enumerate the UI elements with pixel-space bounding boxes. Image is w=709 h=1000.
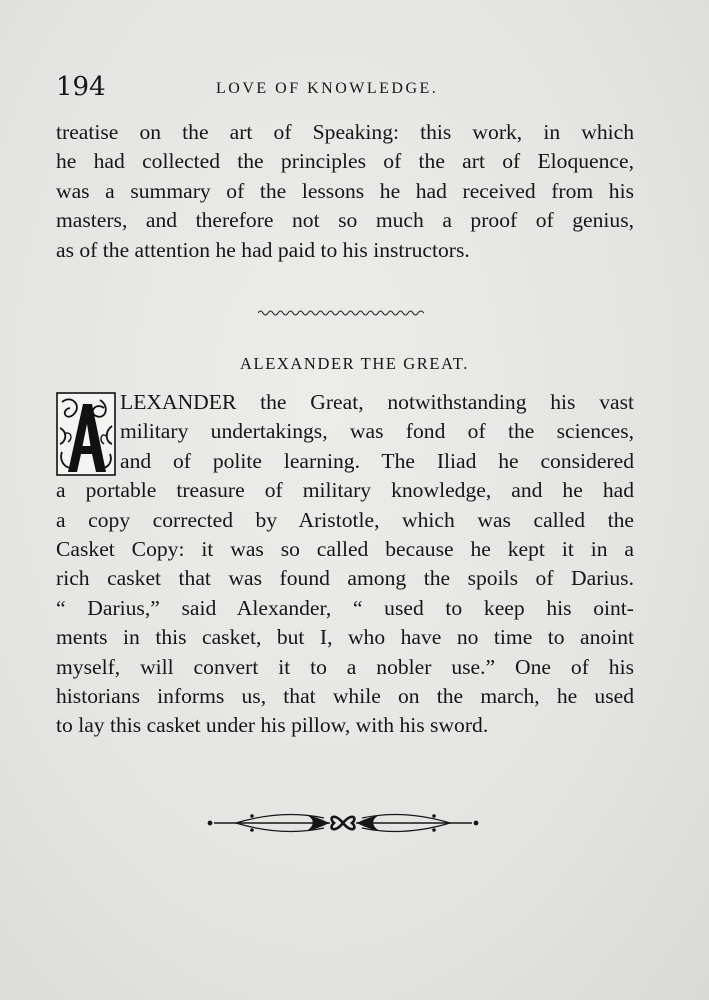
text-line: Casket Copy: it was so called because he kept it in a [56, 536, 634, 561]
text-line: LEXANDER the Great, notwithstanding his vast [120, 390, 634, 414]
text-line: “ Darius,” said Alexander, “ used to keep his oint- [56, 595, 634, 620]
text-line: a copy corrected by Aristotle, which was called the [56, 507, 634, 532]
text-line: as of the attention he had paid to his instructors. [56, 237, 470, 262]
wavy-divider [258, 308, 424, 318]
text-line: he had collected the principles of the art of Eloquence, [56, 149, 634, 174]
tailpiece-ornament [206, 808, 480, 838]
text-line: masters, and therefore not so much a proof of genius, [56, 208, 634, 233]
text-line: rich casket that was found among the spoils of Darius. [56, 566, 634, 591]
text-line: a portable treasure of military knowledge, and he had [56, 478, 634, 503]
text-line: treatise on the art of Speaking: this work, in which [56, 120, 634, 144]
paragraph-1 [56, 118, 634, 265]
text-line: to lay this casket under his pillow, with his sword. [56, 713, 489, 738]
text-line: myself, will convert it to a nobler use.” One of his [56, 654, 634, 679]
page-header [56, 72, 636, 106]
text-line: military undertakings, was fond of the sciences, [120, 419, 634, 444]
text-line: ments in this casket, but I, who have no time to anoint [56, 625, 634, 650]
running-head: LOVE OF KNOWLEDGE. [216, 80, 439, 97]
text-line: and of polite learning. The Iliad he considered [120, 448, 634, 473]
section-title: ALEXANDER THE GREAT. [240, 354, 469, 373]
paragraph-2 [56, 388, 634, 741]
page-number: 194 [56, 72, 106, 102]
text-line: was a summary of the lessons he had received from his [56, 178, 634, 203]
text-line: historians informs us, that while on the march, he used [56, 683, 634, 708]
